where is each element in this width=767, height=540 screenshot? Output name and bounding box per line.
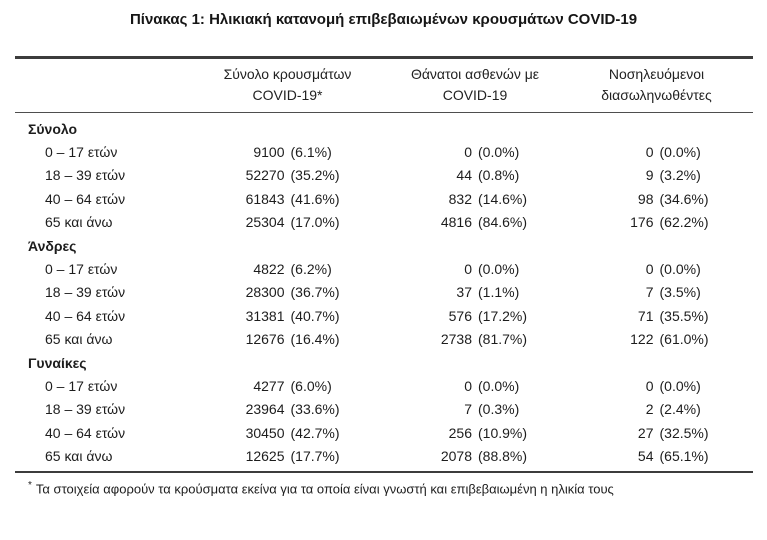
cases-count: 4822 (253, 261, 285, 278)
column-header-deaths-line1: Θάνατοι ασθενών με (410, 66, 540, 82)
section-row-total (15, 117, 753, 140)
table-body (15, 113, 753, 473)
section-row-women (15, 351, 753, 374)
cases-count: 28300 (245, 284, 285, 301)
age-label: 18 – 39 ετών (45, 284, 126, 301)
deaths-cell (390, 308, 560, 324)
deaths-cell (390, 425, 560, 441)
section-row-men (15, 234, 753, 257)
table-row (15, 187, 753, 210)
deaths-count: 0 (464, 377, 472, 394)
intubated-cell (560, 284, 753, 300)
cases-cell (185, 144, 390, 160)
cases-percent: (35.2%) (290, 167, 340, 184)
intubated-count: 0 (645, 377, 654, 394)
cases-cell (185, 214, 390, 230)
deaths-cell (390, 191, 560, 207)
deaths-percent: (1.1%) (478, 284, 520, 301)
intubated-cell (560, 448, 753, 464)
column-header-intubated (560, 64, 753, 106)
intubated-cell (560, 425, 753, 441)
cases-percent: (36.7%) (290, 284, 340, 301)
deaths-percent: (84.6%) (478, 214, 528, 231)
intubated-count: 122 (630, 331, 654, 348)
table-row (15, 398, 753, 421)
intubated-cell (560, 144, 753, 160)
column-header-intubated-line2: διασωληνωθέντες (601, 87, 712, 103)
age-label: 40 – 64 ετών (45, 190, 126, 207)
column-header-intubated-line1: Νοσηλευόμενοι (608, 66, 705, 82)
deaths-percent: (0.0%) (478, 144, 520, 161)
age-label: 0 – 17 ετών (45, 377, 118, 394)
cases-cell (185, 425, 390, 441)
covid-age-table (15, 56, 753, 473)
cases-cell (185, 191, 390, 207)
intubated-cell (560, 214, 753, 230)
intubated-cell (560, 401, 753, 417)
deaths-count: 2738 (440, 331, 472, 348)
intubated-count: 9 (645, 167, 654, 184)
cases-percent: (6.2%) (290, 261, 332, 278)
deaths-count: 7 (464, 401, 472, 418)
table-footnote (28, 480, 767, 496)
age-label: 65 και άνω (45, 448, 113, 465)
cases-count: 31381 (245, 307, 285, 324)
deaths-percent: (17.2%) (478, 307, 528, 324)
table-row (15, 421, 753, 444)
cases-cell (185, 401, 390, 417)
cases-count: 4277 (253, 377, 285, 394)
cases-count: 61843 (245, 190, 285, 207)
cases-count: 12625 (245, 448, 285, 465)
table-row (15, 304, 753, 327)
intubated-count: 71 (637, 307, 654, 324)
cases-percent: (17.0%) (290, 214, 340, 231)
column-header-cases-line2: COVID-19* (252, 87, 323, 103)
deaths-count: 2078 (440, 448, 472, 465)
footnote-text: Τα στοιχεία αφορούν τα κρούσματα εκείνα για τα οποία είναι γνωστή και επιβεβαιωμένη η ηλικία τους (35, 481, 614, 497)
intubated-percent: (32.5%) (659, 424, 709, 441)
section-label-men: Άνδρες (28, 237, 77, 254)
age-label: 18 – 39 ετών (45, 401, 126, 418)
deaths-cell (390, 378, 560, 394)
deaths-cell (390, 214, 560, 230)
cases-count: 12676 (245, 331, 285, 348)
intubated-count: 98 (637, 190, 654, 207)
deaths-count: 0 (464, 144, 472, 161)
intubated-count: 54 (637, 448, 654, 465)
deaths-percent: (81.7%) (478, 331, 528, 348)
cases-percent: (42.7%) (290, 424, 340, 441)
intubated-count: 176 (630, 214, 654, 231)
intubated-percent: (2.4%) (659, 401, 701, 418)
cases-percent: (40.7%) (290, 307, 340, 324)
cases-cell (185, 331, 390, 347)
cases-count: 25304 (245, 214, 285, 231)
deaths-cell (390, 144, 560, 160)
table-row (15, 444, 753, 467)
table-row (15, 140, 753, 163)
age-label: 65 και άνω (45, 331, 113, 348)
deaths-percent: (10.9%) (478, 424, 528, 441)
age-label: 40 – 64 ετών (45, 307, 126, 324)
cases-cell (185, 167, 390, 183)
cases-percent: (16.4%) (290, 331, 340, 348)
deaths-count: 37 (456, 284, 472, 301)
table-row (15, 374, 753, 397)
cases-cell (185, 308, 390, 324)
section-label-total: Σύνολο (28, 120, 78, 137)
intubated-cell (560, 261, 753, 277)
deaths-cell (390, 448, 560, 464)
table-row (15, 164, 753, 187)
intubated-cell (560, 191, 753, 207)
cases-count: 30450 (245, 424, 285, 441)
intubated-count: 0 (645, 144, 654, 161)
age-label: 0 – 17 ετών (45, 261, 118, 278)
cases-percent: (6.1%) (290, 144, 332, 161)
page-title: Πίνακας 1: Ηλικιακή κατανομή επιβεβαιωμένων κρουσμάτων COVID-19 (129, 11, 638, 28)
deaths-percent: (0.8%) (478, 167, 520, 184)
cases-count: 52270 (245, 167, 285, 184)
deaths-cell (390, 261, 560, 277)
intubated-percent: (0.0%) (659, 377, 701, 394)
cases-cell (185, 448, 390, 464)
intubated-percent: (3.5%) (659, 284, 701, 301)
age-label: 40 – 64 ετών (45, 424, 126, 441)
cases-cell (185, 378, 390, 394)
cases-percent: (33.6%) (290, 401, 340, 418)
deaths-percent: (0.0%) (478, 377, 520, 394)
footnote-asterisk: * (28, 479, 32, 491)
column-header-cases-line1: Σύνολο κρουσμάτων (223, 66, 352, 82)
table-row (15, 211, 753, 234)
column-header-empty (15, 64, 185, 106)
deaths-count: 0 (464, 261, 472, 278)
deaths-count: 832 (448, 190, 472, 207)
intubated-cell (560, 378, 753, 394)
deaths-percent: (88.8%) (478, 448, 528, 465)
intubated-cell (560, 167, 753, 183)
intubated-percent: (62.2%) (659, 214, 709, 231)
column-header-deaths-line2: COVID-19 (442, 87, 508, 103)
cases-cell (185, 261, 390, 277)
cases-percent: (17.7%) (290, 448, 340, 465)
intubated-count: 0 (645, 261, 654, 278)
intubated-percent: (0.0%) (659, 144, 701, 161)
cases-percent: (41.6%) (290, 190, 340, 207)
age-label: 18 – 39 ετών (45, 167, 126, 184)
cases-count: 9100 (253, 144, 285, 161)
table-row (15, 281, 753, 304)
intubated-percent: (0.0%) (659, 261, 701, 278)
deaths-cell (390, 167, 560, 183)
intubated-count: 7 (645, 284, 654, 301)
deaths-percent: (0.3%) (478, 401, 520, 418)
intubated-count: 2 (645, 401, 654, 418)
intubated-percent: (35.5%) (659, 307, 709, 324)
deaths-count: 256 (448, 424, 472, 441)
section-label-women: Γυναίκες (28, 354, 87, 371)
column-header-cases (185, 64, 390, 106)
cases-percent: (6.0%) (290, 377, 332, 394)
intubated-percent: (34.6%) (659, 190, 709, 207)
deaths-count: 44 (456, 167, 472, 184)
age-label: 65 και άνω (45, 214, 113, 231)
column-header-deaths (390, 64, 560, 106)
intubated-cell (560, 331, 753, 347)
intubated-percent: (61.0%) (659, 331, 709, 348)
intubated-count: 27 (637, 424, 654, 441)
age-label: 0 – 17 ετών (45, 144, 118, 161)
cases-count: 23964 (245, 401, 285, 418)
deaths-percent: (0.0%) (478, 261, 520, 278)
table-row (15, 328, 753, 351)
intubated-cell (560, 308, 753, 324)
table-header-row (15, 59, 753, 113)
deaths-percent: (14.6%) (478, 190, 528, 207)
deaths-cell (390, 331, 560, 347)
deaths-cell (390, 284, 560, 300)
cases-cell (185, 284, 390, 300)
intubated-percent: (65.1%) (659, 448, 709, 465)
table-row (15, 257, 753, 280)
intubated-percent: (3.2%) (659, 167, 701, 184)
deaths-count: 576 (448, 307, 472, 324)
deaths-cell (390, 401, 560, 417)
deaths-count: 4816 (440, 214, 472, 231)
